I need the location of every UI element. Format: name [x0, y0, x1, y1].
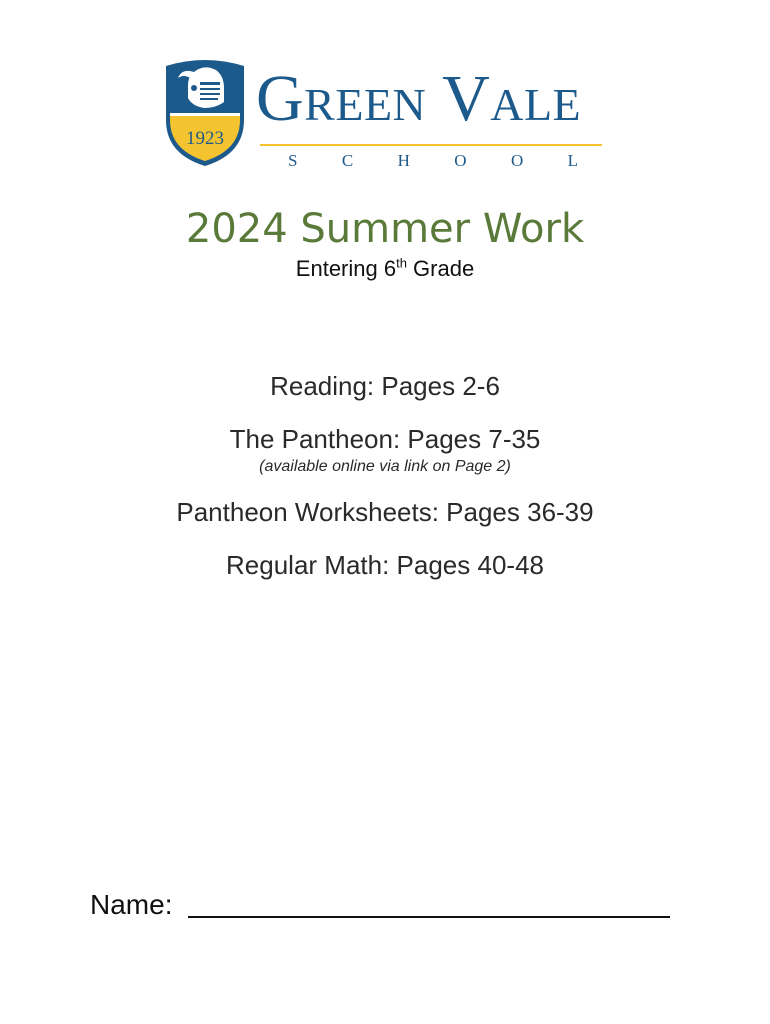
math-item: Regular Math: Pages 40-48 [226, 550, 544, 580]
name-blank-line[interactable] [188, 916, 670, 918]
grade-subtitle-suffix: Grade [406, 256, 475, 281]
reading-item: Reading: Pages 2-6 [270, 371, 500, 401]
logo-divider [260, 144, 602, 146]
name-field [90, 886, 680, 926]
school-subtitle-letter: L [567, 151, 578, 170]
school-subtitle-letter: H [397, 151, 410, 170]
grade-subtitle-prefix: Entering 6 [295, 256, 397, 281]
worksheets-item: Pantheon Worksheets: Pages 36-39 [176, 497, 594, 527]
page-title: 2024 Summer Work [185, 206, 585, 252]
pantheon-note: (available online via link on Page 2) [259, 458, 511, 475]
school-name: Green Vale [256, 62, 582, 135]
school-logo [164, 58, 614, 170]
grade-subtitle [0, 256, 770, 282]
school-subtitle-letter: S [288, 151, 298, 170]
founded-year: 1923 [186, 128, 224, 149]
pantheon-item: The Pantheon: Pages 7-35 [229, 424, 541, 454]
school-subtitle [288, 152, 578, 170]
grade-subtitle-sup: th [396, 255, 407, 271]
school-wordmark [256, 62, 606, 170]
knight-shield-icon [164, 58, 246, 168]
school-subtitle-letter: O [510, 151, 524, 170]
school-subtitle-letter: O [454, 151, 467, 170]
name-label: Name: [90, 889, 173, 920]
school-subtitle-letter: C [341, 151, 354, 170]
